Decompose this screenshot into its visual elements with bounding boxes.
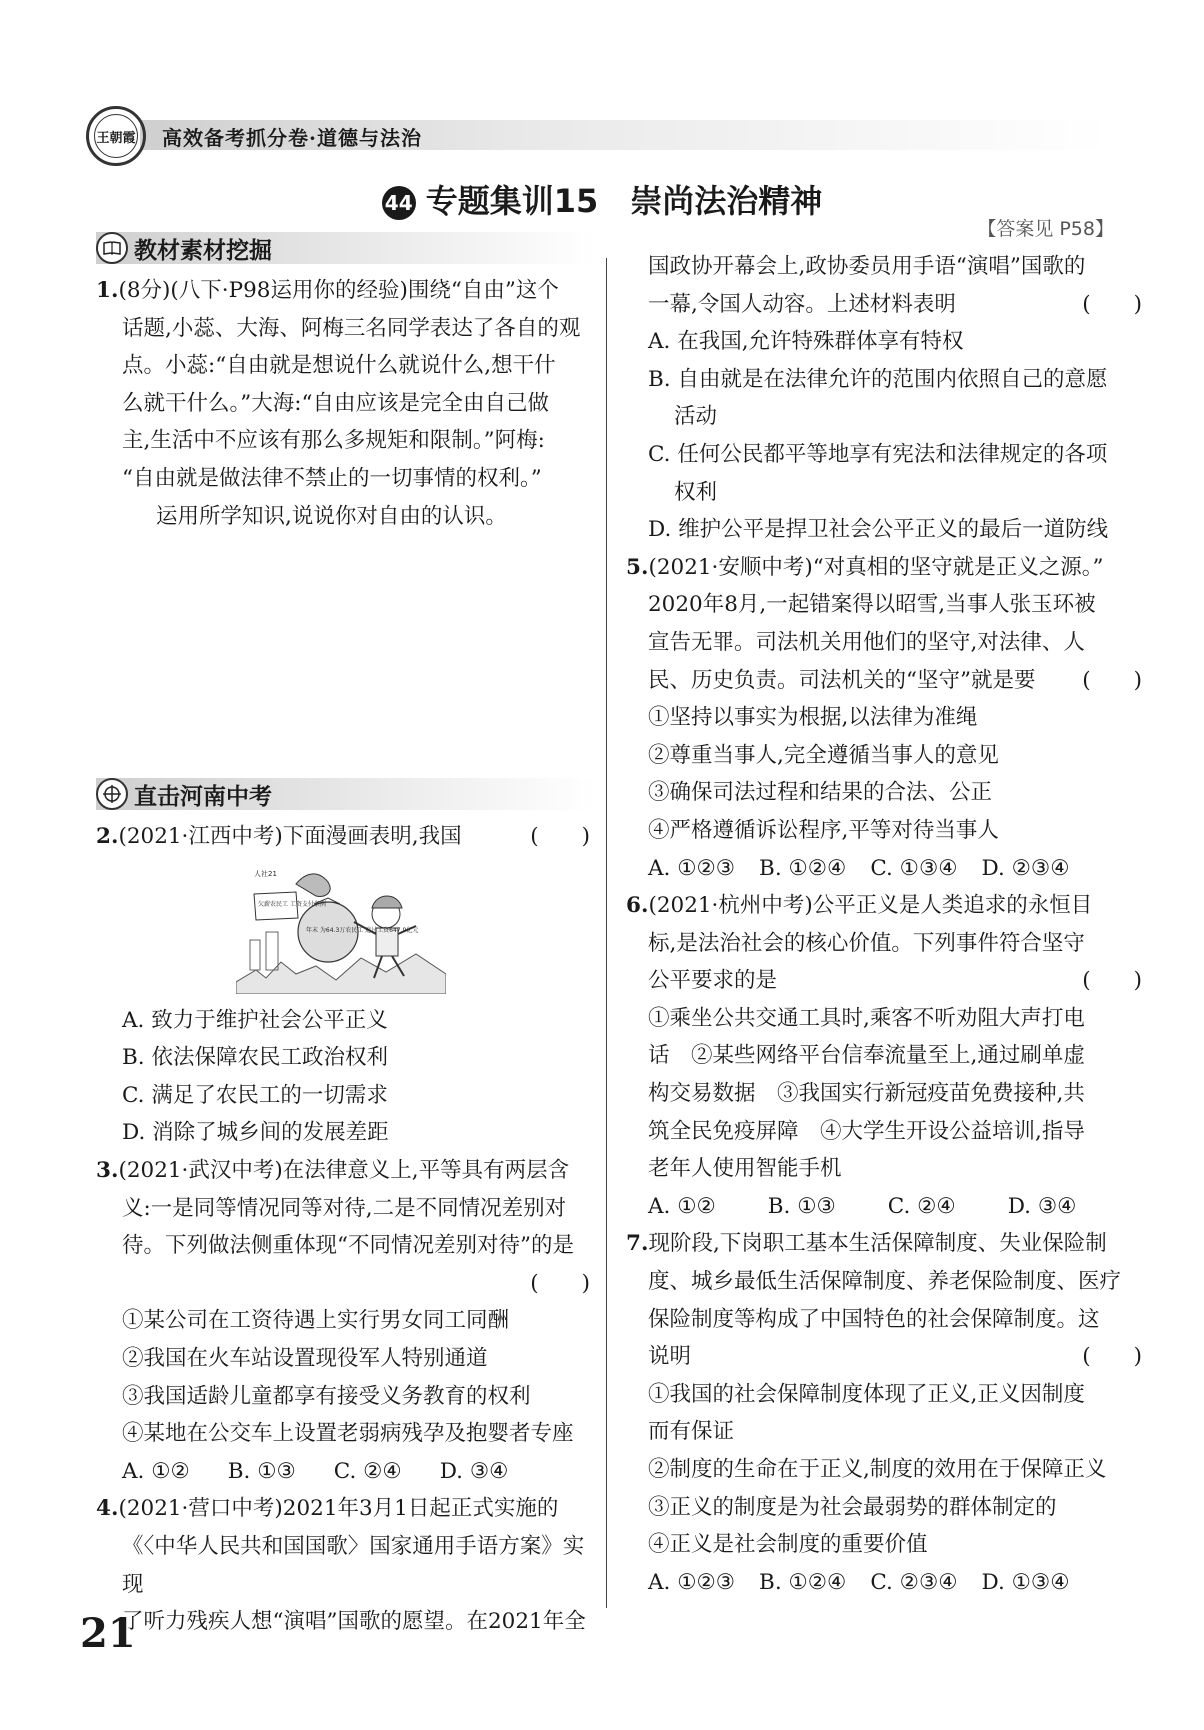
option-b[interactable]: B. ①③ bbox=[227, 1458, 296, 1484]
option-c[interactable]: C. ①③④ bbox=[870, 855, 958, 881]
book-icon bbox=[96, 232, 128, 264]
question-2: 2.(2021·江西中考)下面漫画表明,我国 ( ) 人社21 欠薪农民工 工资支付条例 年末 为64.3万农民工 追讨工资647.9亿元 A. 致力于维护社会公平正义 B. 依法保障农民工政治权利 C. 满足了农民工的一切需求 D. 消除了城乡间的发展差距 bbox=[96, 818, 596, 1152]
option-c[interactable]: C. 任何公民都平等地享有宪法和法律规定的各项 bbox=[648, 441, 1108, 467]
question-3: 3.(2021·武汉中考)在法律意义上,平等具有两层含 义:一是同等情况同等对待,二是不同情况差别对 待。下列做法侧重体现“不同情况差别对待”的是 ( ) ①某公司在工资待遇上实行男女同工同酬 ②我国在火车站设置现役军人特别通道 ③我国适龄儿童都享有接受义务教育的权利 ④某地在公交车上设置老弱病残孕及抱婴者专座 A. ①② B. ①③ C. ②④ D. ③④ bbox=[96, 1152, 596, 1490]
left-column bbox=[96, 228, 596, 535]
cartoon-image bbox=[236, 862, 446, 994]
option-c[interactable]: C. 满足了农民工的一切需求 bbox=[122, 1082, 388, 1108]
option-d[interactable]: D. ③④ bbox=[1007, 1193, 1077, 1219]
answer-bracket[interactable]: ( ) bbox=[530, 824, 590, 849]
section-title: 直击河南中考 bbox=[134, 784, 272, 810]
section-header-textbook bbox=[96, 228, 596, 268]
question-prompt: 运用所学知识,说说你对自由的认识。 bbox=[156, 503, 507, 529]
answer-bracket[interactable]: ( ) bbox=[1082, 667, 1142, 693]
section-title: 教材素材挖掘 bbox=[134, 238, 272, 264]
logo-text: 王朝霞 bbox=[94, 114, 138, 158]
answer-reference: 【答案见 P58】 bbox=[977, 218, 1114, 240]
question-number: 1. bbox=[96, 278, 119, 303]
option-b[interactable]: B. 自由就是在法律允许的范围内依照自己的意愿 bbox=[648, 366, 1108, 392]
series-title: 高效备考抓分卷·道德与法治 bbox=[162, 126, 422, 150]
unit-number-badge: 44 bbox=[382, 186, 416, 220]
answer-bracket[interactable]: ( ) bbox=[1082, 968, 1142, 994]
target-icon bbox=[96, 778, 128, 810]
option-c[interactable]: C. ②③④ bbox=[870, 1569, 958, 1595]
option-d[interactable]: D. 消除了城乡间的发展差距 bbox=[122, 1120, 389, 1146]
option-a[interactable]: A. 致力于维护社会公平正义 bbox=[122, 1007, 388, 1033]
option-c[interactable]: C. ②④ bbox=[887, 1193, 956, 1219]
option-d[interactable]: D. ③④ bbox=[439, 1458, 509, 1484]
column-divider bbox=[606, 258, 607, 1608]
option-b[interactable]: B. ①②④ bbox=[759, 1569, 847, 1595]
option-a[interactable]: A. ①② bbox=[122, 1458, 190, 1484]
page-number: 21 bbox=[80, 1610, 136, 1657]
option-b[interactable]: B. ①②④ bbox=[759, 855, 847, 881]
answer-bracket[interactable]: ( ) bbox=[1082, 1344, 1142, 1370]
option-d[interactable]: D. ①③④ bbox=[981, 1569, 1070, 1595]
question-6: 6.(2021·杭州中考)公平正义是人类追求的永恒目 标,是法治社会的核心价值。下列事件符合坚守 公平要求的是 ( ) ①乘坐公共交通工具时,乘客不听劝阻大声打电 话 ②某些网络平台信奉流量至上,通过刷单虚 构交易数据 ③我国实行新冠疫苗免费接种,共 筑全民免疫屏障 ④大学生开设公益培训,指导 老年人使用智能手机 A. ①② B. ①③ C. ②④ D. ③④ bbox=[648, 887, 1148, 1225]
left-column-lower bbox=[96, 774, 596, 1641]
question-4: 4.(2021·营口中考)2021年3月1日起正式实施的 《〈中华人民共和国国歌〉国家通用手语方案》实现 了听力残疾人想“演唱”国歌的愿望。在2021年全 bbox=[96, 1496, 586, 1635]
cartoon-sign: 欠薪农民工 工资支付条例 bbox=[258, 900, 326, 908]
answer-bracket[interactable]: ( ) bbox=[530, 1270, 590, 1296]
option-b[interactable]: B. 依法保障农民工政治权利 bbox=[122, 1045, 388, 1071]
question-1: 1.(8分)(八下·P98运用你的经验)围绕“自由”这个 话题,小蕊、大海、阿梅三名同学表达了各自的观 点。小蕊:“自由就是想说什么就说什么,想干什 么就干什么。”大海:“自由应该是完全由自己做 主,生活中不应该有那么多规矩和限制。”阿梅: “自由就是做法律不禁止的一切事情的权利。” 运用所学知识,说说你对自由的认识。 bbox=[96, 272, 596, 535]
question-4-continued: 国政协开幕会上,政协委员用手语“演唱”国歌的 一幕,令国人动容。上述材料表明 ( ) A. 在我国,允许特殊群体享有特权 B. 自由就是在法律允许的范围内依照自己的意愿 活动 C. 任何公民都平等地享有宪法和法律规定的各项 权利 D. 维护公平是捍卫社会公平正义的最后一道防线 bbox=[648, 248, 1148, 549]
right-column bbox=[626, 248, 1148, 1601]
cartoon-label: 人社21 bbox=[254, 869, 277, 878]
option-a[interactable]: A. 在我国,允许特殊群体享有特权 bbox=[648, 329, 964, 355]
section-header-exam bbox=[96, 774, 596, 814]
question-7: 7.现阶段,下岗职工基本生活保障制度、失业保险制 度、城乡最低生活保障制度、养老保险制度、医疗 保险制度等构成了中国特色的社会保障制度。这 说明 ( ) ①我国的社会保障制度体现了正义,正义因制度 而有保证 ②制度的生命在于正义,制度的效用在于保障正义 ③正义的制度是为社会最弱势的群体制定的 ④正义是社会制度的重要价值 A. ①②③ B. ①②④ C. ②③④ D. ①③④ bbox=[648, 1225, 1148, 1601]
option-d[interactable]: D. ②③④ bbox=[981, 855, 1070, 881]
question-5: 5.(2021·安顺中考)“对真相的坚守就是正义之源。” 2020年8月,一起错案得以昭雪,当事人张玉环被 宣告无罪。司法机关用他们的坚守,对法律、人 民、历史负责。司法机关的“坚守”就是要 ( ) ①坚持以事实为根据,以法律为准绳 ②尊重当事人,完全遵循当事人的意见 ③确保司法过程和结果的合法、公正 ④严格遵循诉讼程序,平等对待当事人 A. ①②③ B. ①②④ C. ①③④ D. ②③④ bbox=[648, 549, 1148, 887]
option-c[interactable]: C. ②④ bbox=[333, 1458, 402, 1484]
cartoon-bag-text: 年末 为64.3万农民工 追讨工资647.9亿元 bbox=[306, 926, 419, 934]
publisher-logo bbox=[86, 106, 146, 166]
option-a[interactable]: A. ①② bbox=[648, 1193, 716, 1219]
option-a[interactable]: A. ①②③ bbox=[648, 1569, 736, 1595]
option-a[interactable]: A. ①②③ bbox=[648, 855, 736, 881]
option-b[interactable]: B. ①③ bbox=[767, 1193, 836, 1219]
answer-bracket[interactable]: ( ) bbox=[1082, 291, 1142, 317]
unit-title: 专题集训15 崇尚法治精神 bbox=[425, 182, 823, 220]
option-d[interactable]: D. 维护公平是捍卫社会公平正义的最后一道防线 bbox=[648, 517, 1109, 543]
